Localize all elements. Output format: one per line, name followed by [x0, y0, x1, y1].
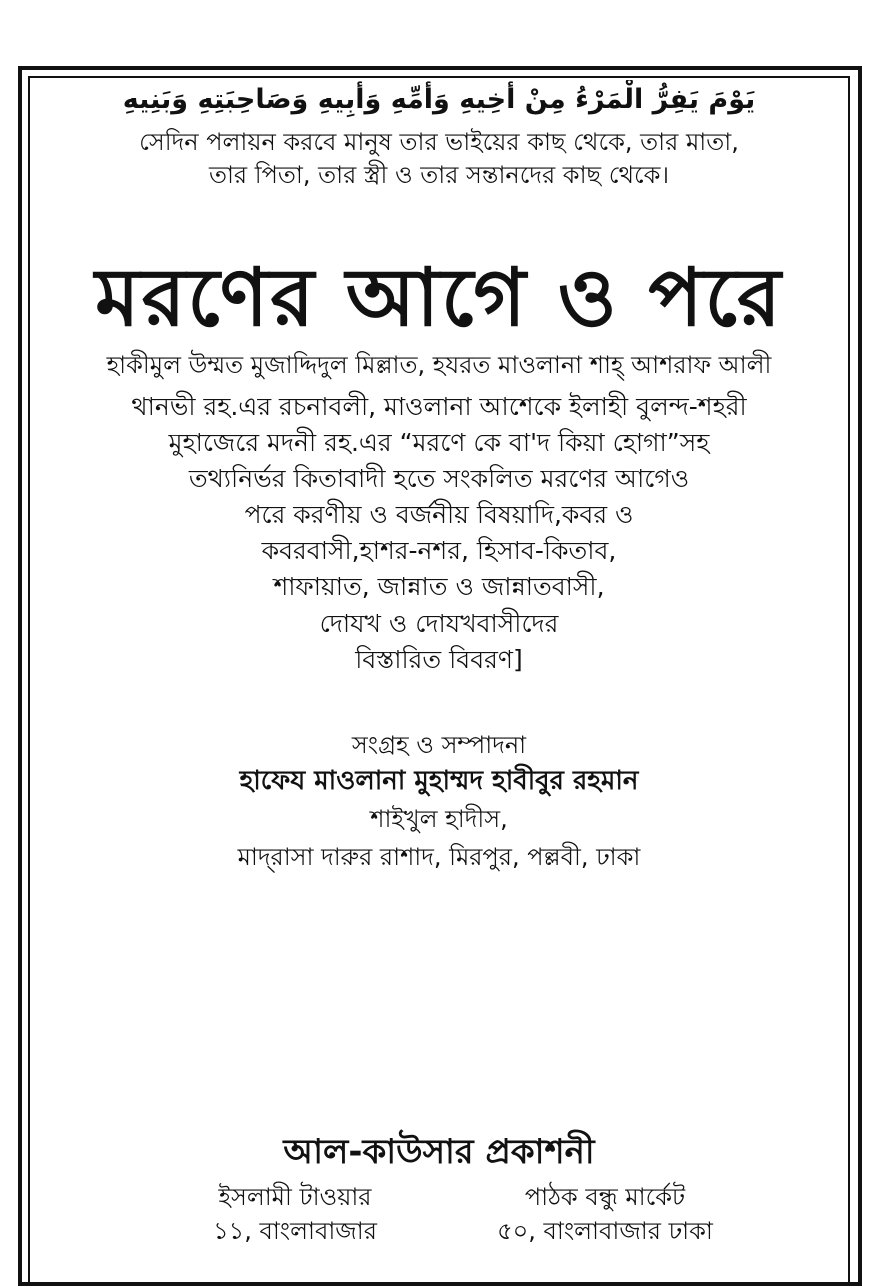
quran-verse-arabic: يَوْمَ يَفِرُّ الْمَرْءُ مِنْ أَخِيهِ وَأُمِّهِ وَأَبِيهِ وَصَاحِبَتِهِ وَبَنِيهِ: [122, 84, 756, 115]
description-line: থানভী রহ.এর রচনাবলী, মাওলানা আশেকে ইলাহী বুলন্দ-শহরী: [131, 392, 747, 421]
description-line: পরে করণীয় ও বর্জনীয় বিষয়াদি,কবর ও: [244, 500, 634, 529]
description-line: মুহাজেরে মদনী রহ.এর “মরণে কে বা'দ কিয়া হোগা”সহ: [168, 428, 710, 457]
description-line: হাকীমুল উম্মত মুজাদ্দিদুল মিল্লাত, হযরত মাওলানা শাহ্ আশরাফ আলী: [106, 351, 772, 379]
editor-address: মাদ্‌রাসা দারুর রাশাদ, মিরপুর, পল্লবী, ঢাকা: [237, 843, 641, 871]
editor-title: শাইখুল হাদীস,: [370, 805, 508, 833]
publisher-name: আল-কাউসার প্রকাশনী: [283, 1132, 595, 1172]
editor-name: হাফেয মাওলানা মুহাম্মদ হাবীবুর রহমান: [239, 766, 639, 796]
description-line: তথ্যনির্ভর কিতাবাদী হতে সংকলিত মরণের আগেও: [188, 464, 690, 493]
publisher-address-right-line-1: পাঠক বন্ধু মার্কেট: [524, 1183, 686, 1211]
publisher-address-right-line-2: ৫০, বাংলাবাজার ঢাকা: [497, 1217, 713, 1245]
book-title: মরণের আগে ও পরে: [95, 251, 783, 344]
description-line: কবরবাসী,হাশর-নশর, হিসাব-কিতাব,: [261, 536, 617, 565]
publisher-address-left-line-1: ইসলামী টাওয়ার: [218, 1183, 372, 1211]
publisher-address-left-line-2: ১১, বাংলাবাজার: [213, 1217, 377, 1245]
description-line: দোযখ ও দোযখবাসীদের: [319, 609, 559, 638]
editor-label: সংগ্রহ ও সম্পাদনা: [351, 731, 527, 759]
verse-translation-line-2: তার পিতা, তার স্ত্রী ও তার সন্তানদের কাছ থেকে।: [208, 161, 670, 189]
description-line: বিস্তারিত বিবরণ]: [355, 645, 523, 674]
description-line: শাফায়াত, জান্নাত ও জান্নাতবাসী,: [273, 572, 605, 601]
verse-translation-line-1: সেদিন পলায়ন করবে মানুষ তার ভাইয়ের কাছ থেকে, তার মাতা,: [139, 128, 739, 156]
